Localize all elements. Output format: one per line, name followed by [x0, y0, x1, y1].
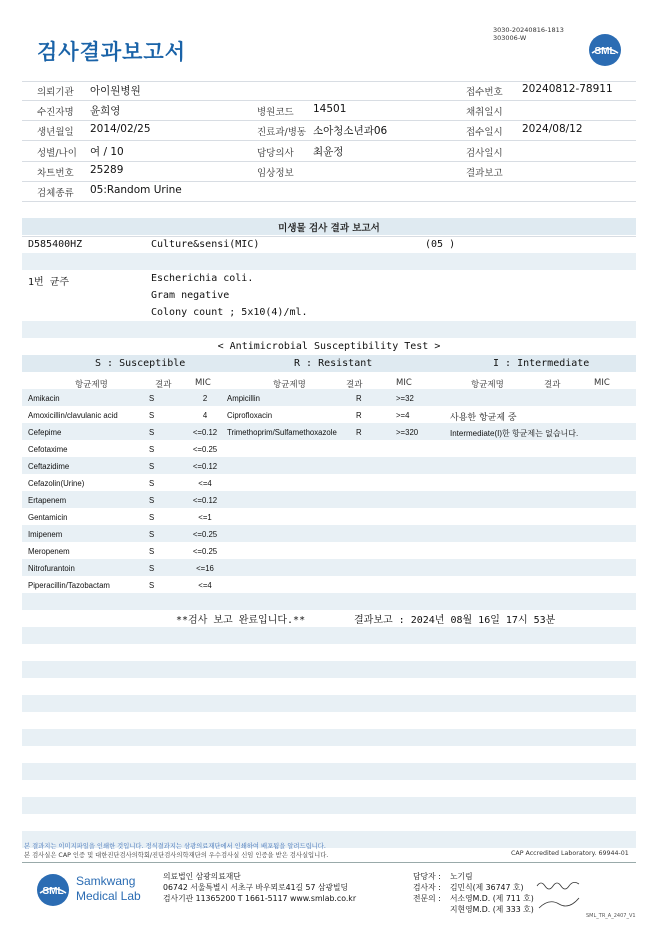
- organism-name: Escherichia coli.: [151, 273, 254, 284]
- info-label: 접수일시: [466, 127, 503, 138]
- drug-name: Cefazolin(Urine): [28, 479, 85, 488]
- warning-notice: 본 결과지는 이미지파일을 인쇄한 것입니다. 정식결과지는 삼광의료재단에서 인쇄하여 배포됨을 알려드립니다.: [24, 843, 326, 850]
- drug-name: Cefepime: [28, 428, 62, 437]
- drug-result: S: [149, 496, 155, 505]
- info-value: 소아청소년과06: [313, 125, 388, 137]
- organization-info: 의료법인 삼광의료재단: [163, 872, 241, 881]
- drug-result: S: [149, 394, 155, 403]
- intermediate-note: 사용한 항균제 중: [450, 413, 517, 423]
- svg-text:SML: SML: [594, 46, 616, 57]
- drug-result: R: [356, 428, 362, 437]
- drug-result: S: [149, 581, 155, 590]
- drug-mic: <=0.12: [192, 462, 218, 471]
- info-label: 담당의사: [257, 148, 294, 159]
- drug-result: S: [149, 479, 155, 488]
- row-band: [22, 559, 636, 576]
- test-name: Culture&sensi(MIC): [151, 239, 260, 250]
- ast-title: < Antimicrobial Susceptibility Test >: [217, 341, 441, 352]
- row-divider: [22, 100, 636, 101]
- drug-mic: 4: [202, 411, 208, 420]
- samkwang-logo: [36, 873, 70, 907]
- drug-result: R: [356, 411, 362, 420]
- info-label: 채취일시: [466, 107, 503, 118]
- organization-info: 검사기관 11365200 T 1661-5117 www.smlab.co.kr: [163, 894, 357, 903]
- svg-text:SML: SML: [42, 886, 64, 897]
- info-value: 여 / 10: [90, 146, 124, 158]
- row-band: [22, 661, 636, 678]
- certification-notice: 본 검사실은 CAP 인증 및 대한진단검사의학회/진단검사의학재단의 우수검사실 신임 인증을 받은 검사실입니다.: [24, 852, 329, 859]
- drug-name: Cefotaxime: [28, 445, 68, 454]
- col-header-result: 결과: [346, 380, 363, 390]
- info-value: 25289: [90, 164, 124, 176]
- staff-label: 검사자 :: [413, 883, 441, 892]
- section-title: 미생물 검사 결과 보고서: [278, 223, 380, 234]
- row-divider: [22, 81, 636, 82]
- row-band: [22, 729, 636, 746]
- legend-susceptible: S : Susceptible: [95, 358, 186, 369]
- row-band: [22, 253, 636, 270]
- info-label: 결과보고: [466, 168, 503, 179]
- row-divider: [22, 140, 636, 141]
- col-header-result: 결과: [155, 380, 172, 390]
- drug-name: Trimethoprim/Sulfamethoxazole: [227, 428, 337, 437]
- row-band: [22, 593, 636, 610]
- gram-stain: Gram negative: [151, 290, 230, 301]
- drug-name: Ertapenem: [28, 496, 67, 505]
- col-header-drug: 항균제명: [273, 380, 306, 390]
- info-value: 2014/02/25: [90, 123, 151, 135]
- form-code: SML_TR_A_2407_V1: [586, 913, 636, 919]
- info-value: 14501: [313, 103, 347, 115]
- drug-mic: <=0.25: [192, 530, 218, 539]
- info-label: 의뢰기관: [37, 87, 74, 98]
- col-header-mic: MIC: [195, 378, 211, 388]
- info-label: 접수번호: [466, 87, 503, 98]
- drug-mic: <=0.12: [192, 496, 218, 505]
- info-label: 검사일시: [466, 148, 503, 159]
- intermediate-note: Intermediate(I)한 항균제는 없습니다.: [450, 429, 579, 438]
- report-complete: **검사 보고 완료입니다.**: [176, 615, 306, 626]
- col-header-drug: 항균제명: [471, 380, 504, 390]
- col-header-mic: MIC: [594, 378, 610, 388]
- drug-result: S: [149, 411, 155, 420]
- drug-mic: <=0.25: [192, 547, 218, 556]
- col-header-result: 결과: [544, 380, 561, 390]
- drug-name: Ceftazidime: [28, 462, 70, 471]
- drug-name: Piperacillin/Tazobactam: [28, 581, 110, 590]
- row-divider: [22, 201, 636, 202]
- row-band: [22, 389, 636, 406]
- divider: [22, 236, 636, 237]
- drug-result: S: [149, 564, 155, 573]
- row-divider: [22, 161, 636, 162]
- info-value: 20240812-78911: [522, 83, 613, 95]
- drug-mic: <=4: [198, 581, 212, 590]
- drug-result: S: [149, 513, 155, 522]
- drug-name: Gentamicin: [28, 513, 68, 522]
- row-divider: [22, 120, 636, 121]
- drug-name: Amoxicillin/clavulanic acid: [28, 411, 118, 420]
- info-label: 검체종류: [37, 188, 74, 199]
- drug-mic: 2: [202, 394, 208, 403]
- info-label: 진료과/병동: [257, 127, 307, 138]
- info-value: 최윤정: [313, 146, 344, 158]
- page-title: 검사결과보고서: [37, 40, 187, 64]
- info-label: 생년월일: [37, 127, 74, 138]
- row-band: [22, 525, 636, 542]
- legend-resistant: R : Resistant: [294, 358, 373, 369]
- info-label: 차트번호: [37, 168, 74, 179]
- staff-label: 전문의 :: [413, 894, 441, 903]
- staff-name: 서소영M.D. (제 711 호): [450, 894, 534, 903]
- drug-result: S: [149, 462, 155, 471]
- drug-name: Imipenem: [28, 530, 63, 539]
- cap-accreditation: CAP Accredited Laboratory. 69944-01: [511, 850, 629, 857]
- organization-info: 06742 서울특별시 서초구 바우뫼로41길 57 삼광빌딩: [163, 883, 349, 892]
- signature-image: [535, 878, 585, 912]
- row-band: [22, 457, 636, 474]
- row-band: [22, 797, 636, 814]
- col-header-drug: 항균제명: [75, 380, 108, 390]
- row-band: [22, 321, 636, 338]
- footer-divider: [22, 862, 636, 863]
- drug-result: S: [149, 445, 155, 454]
- drug-result: S: [149, 428, 155, 437]
- staff-label: 담당자 :: [413, 872, 441, 881]
- organism-label: 1번 균주: [28, 277, 70, 288]
- drug-mic: <=16: [196, 564, 214, 573]
- info-label: 임상정보: [257, 168, 294, 179]
- drug-name: Nitrofurantoin: [28, 564, 75, 573]
- drug-name: Ciprofloxacin: [227, 411, 273, 420]
- drug-mic: >=32: [396, 394, 414, 403]
- drug-name: Amikacin: [28, 394, 60, 403]
- staff-name: 김민식(제 36747 호): [450, 883, 524, 892]
- drug-result: S: [149, 530, 155, 539]
- staff-name: 노기림: [450, 872, 473, 881]
- info-value: 아이원병원: [90, 85, 141, 97]
- brand-name: Samkwang: [76, 874, 136, 888]
- row-divider: [22, 181, 636, 182]
- document-id: 3030-20240816-1813 303006-W: [493, 26, 564, 42]
- sml-logo: [588, 33, 622, 67]
- info-label: 수진자명: [37, 107, 74, 118]
- drug-mic: >=4: [396, 411, 410, 420]
- row-band: [22, 491, 636, 508]
- row-band: [22, 627, 636, 644]
- legend-intermediate: I : Intermediate: [493, 358, 590, 369]
- info-value: 05:Random Urine: [90, 184, 182, 196]
- drug-result: S: [149, 547, 155, 556]
- drug-mic: <=4: [198, 479, 212, 488]
- info-value: 2024/08/12: [522, 123, 583, 135]
- drug-name: Ampicillin: [227, 394, 260, 403]
- row-band: [22, 695, 636, 712]
- drug-mic: <=1: [198, 513, 212, 522]
- col-header-mic: MIC: [396, 378, 412, 388]
- test-number: (05 ): [425, 239, 456, 250]
- drug-name: Meropenem: [28, 547, 70, 556]
- row-band: [22, 763, 636, 780]
- test-code: D585400HZ: [28, 239, 83, 250]
- report-time: 결과보고 : 2024년 08월 16일 17시 53분: [354, 615, 556, 626]
- drug-mic: <=0.25: [192, 445, 218, 454]
- colony-count: Colony count ; 5x10(4)/ml.: [151, 307, 308, 318]
- info-value: 윤희영: [90, 105, 121, 117]
- drug-result: R: [356, 394, 362, 403]
- staff-name: 지현영M.D. (제 333 호): [450, 905, 534, 914]
- drug-mic: <=0.12: [192, 428, 218, 437]
- info-label: 병원코드: [257, 107, 294, 118]
- brand-name: Medical Lab: [76, 889, 141, 903]
- drug-mic: >=320: [396, 428, 419, 437]
- info-label: 성별/나이: [37, 148, 77, 159]
